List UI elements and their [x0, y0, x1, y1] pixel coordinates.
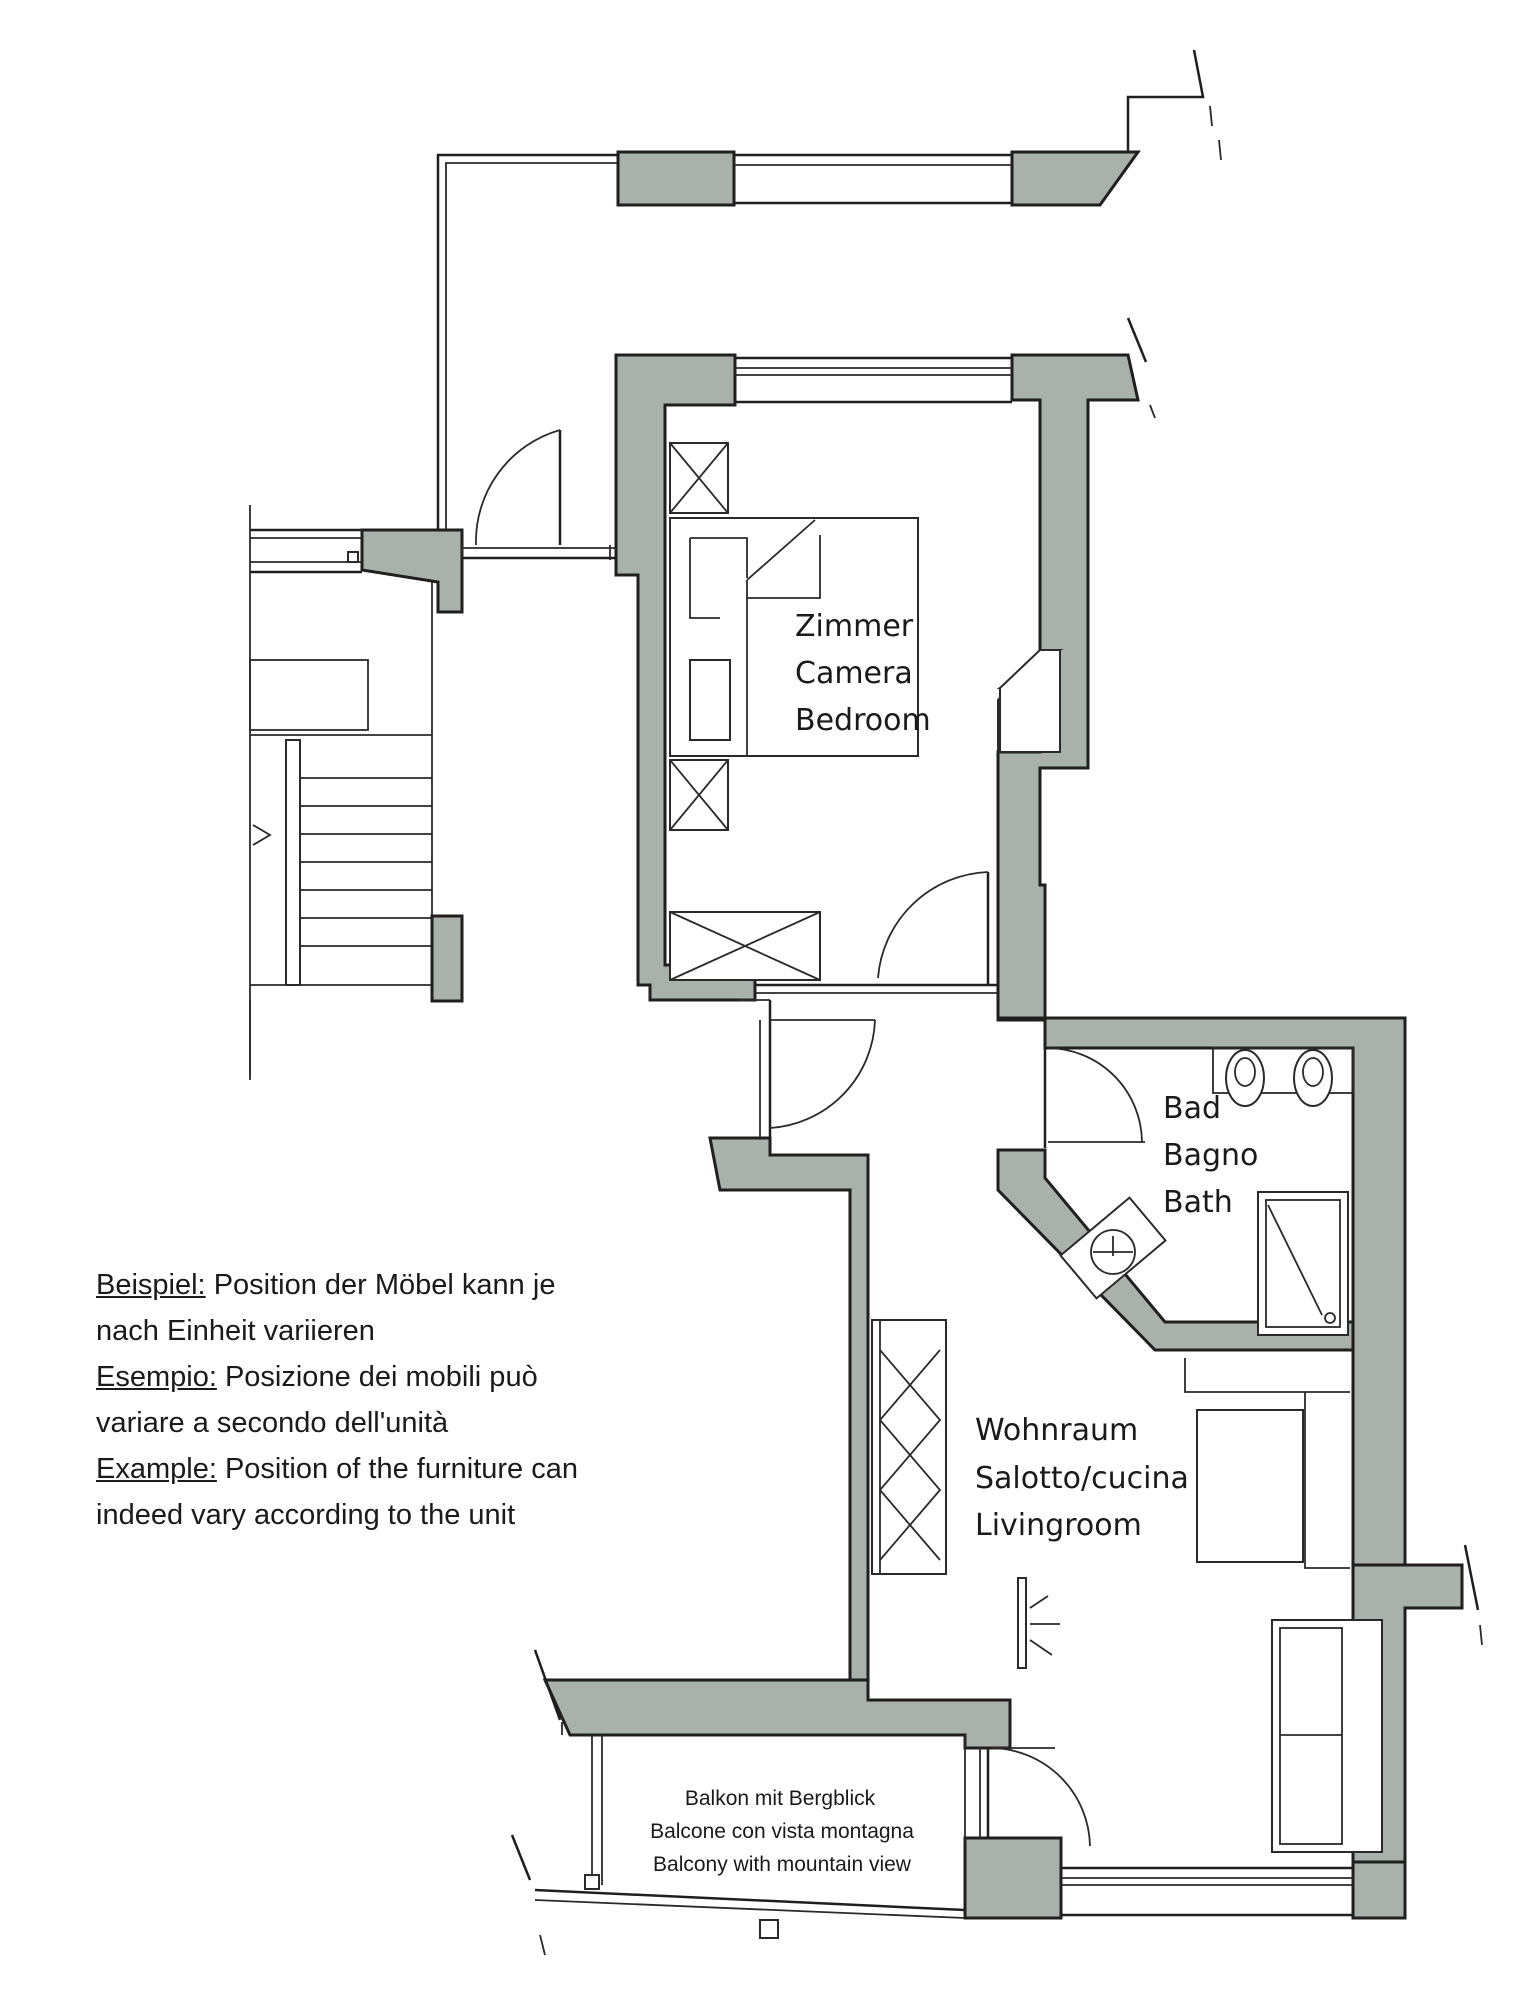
wall-balcony-top [545, 1680, 1010, 1748]
wall-pillar-stair-bottom [432, 916, 462, 1001]
label-bedroom-1: Zimmer [795, 609, 914, 644]
note-text-en-2: indeed vary according to the unit [96, 1499, 516, 1531]
note-line [96, 1400, 716, 1446]
wall-corridor-left [710, 1138, 868, 1680]
note-line [96, 1308, 716, 1354]
staircase [250, 505, 432, 1080]
note-text-de-1: Position der Möbel kann je [213, 1269, 556, 1301]
wall-pillar-stair-top [362, 530, 462, 612]
note-line [96, 1354, 716, 1400]
note-line [96, 1262, 716, 1308]
label-bath [1163, 1091, 1258, 1220]
kitchen-table [1197, 1410, 1303, 1562]
note-text-de-2: nach Einheit variieren [96, 1315, 375, 1347]
label-living-2: Salotto/cucina [975, 1461, 1189, 1496]
note-prefix-en: Example: [96, 1453, 217, 1485]
note-text-it-1: Posizione dei mobili può [224, 1361, 538, 1393]
label-balcony-1: Balkon mit Bergblick [684, 1787, 876, 1810]
sofa [1272, 1620, 1382, 1852]
label-balcony-3: Balcony with mountain view [653, 1853, 911, 1876]
note-prefix-it: Esempio: [96, 1361, 217, 1393]
label-living-3: Livingroom [975, 1508, 1142, 1543]
wall-door-pillar-bottom [965, 1838, 1061, 1918]
label-bath-1: Bad [1163, 1091, 1222, 1126]
terrace-pillar-right [1012, 152, 1138, 205]
note-line [96, 1446, 716, 1492]
note-text-it-2: variare a secondo dell'unità [96, 1407, 449, 1439]
terrace-pillar-left [618, 152, 734, 205]
upper-terrace [438, 50, 1221, 530]
label-bedroom-3: Bedroom [795, 703, 931, 738]
label-balcony [650, 1787, 914, 1876]
lamp [1018, 1578, 1026, 1668]
label-balcony-2: Balcone con vista montagna [650, 1820, 914, 1843]
label-bedroom [795, 609, 931, 738]
kitchen-counter [1185, 1358, 1350, 1392]
label-living-1: Wohnraum [975, 1413, 1139, 1448]
living-furniture [872, 1320, 1382, 1852]
note-prefix-de: Beispiel: [96, 1269, 206, 1301]
note-text-en-1: Position of the furniture can [224, 1453, 578, 1485]
label-living [975, 1413, 1189, 1543]
tv-cabinet [872, 1320, 946, 1574]
wall-window-pillar [1353, 1862, 1405, 1918]
label-bath-3: Bath [1163, 1185, 1233, 1220]
note-line [96, 1492, 716, 1538]
label-bedroom-2: Camera [795, 656, 913, 691]
furniture-disclaimer [96, 1262, 716, 1538]
label-bath-2: Bagno [1163, 1138, 1259, 1173]
